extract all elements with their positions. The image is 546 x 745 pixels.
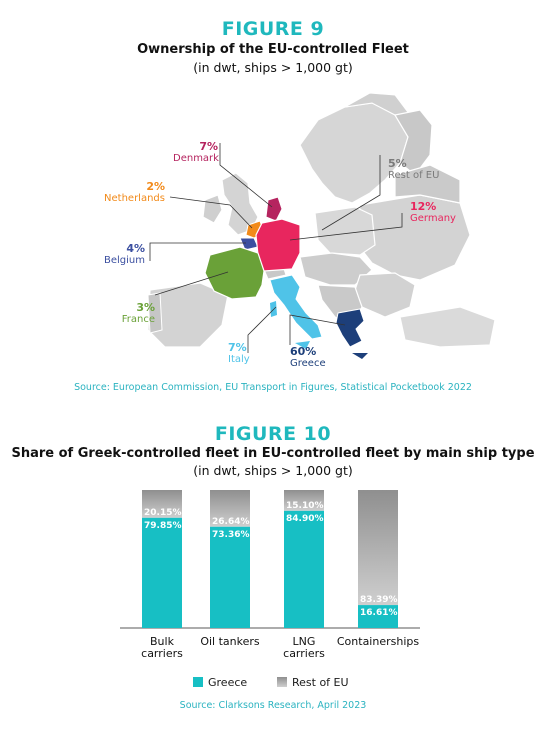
bar-greece-2 bbox=[284, 511, 324, 628]
greece-shape bbox=[336, 309, 364, 347]
figure9-title: Ownership of the EU-controlled Fleet bbox=[137, 42, 409, 57]
data-label-rest-1: 26.64% bbox=[212, 516, 250, 527]
category-label-2: LNG carriers bbox=[283, 635, 325, 660]
label-greece: 60% Greece bbox=[290, 345, 326, 369]
italy-shape bbox=[270, 275, 322, 339]
figure9-subtitle: (in dwt, ships > 1,000 gt) bbox=[193, 60, 353, 75]
legend-label-greece: Greece bbox=[208, 676, 248, 689]
label-belgium: 4% Belgium bbox=[104, 242, 145, 266]
category-label-0: Bulk carriers bbox=[141, 635, 183, 660]
scandinavia-shape bbox=[300, 103, 408, 203]
europe-map bbox=[0, 85, 546, 375]
bar-rest-3 bbox=[358, 490, 398, 605]
label-italy: 7% Italy bbox=[228, 341, 250, 365]
bar-greece-0 bbox=[142, 518, 182, 628]
denmark-shape bbox=[266, 197, 282, 221]
germany-shape bbox=[256, 219, 300, 271]
data-label-greece-1: 73.36% bbox=[212, 529, 250, 540]
label-france: 3% France bbox=[121, 301, 155, 325]
category-label-1: Oil tankers bbox=[200, 635, 260, 648]
legend-swatch-rest bbox=[277, 677, 287, 687]
legend-label-rest: Rest of EU bbox=[292, 676, 349, 689]
figure10-title: Share of Greek-controlled fleet in EU-controlled fleet by main ship type bbox=[11, 446, 535, 461]
data-label-greece-3: 16.61% bbox=[360, 608, 398, 619]
data-label-rest-3: 83.39% bbox=[360, 595, 398, 606]
bar-chart bbox=[0, 485, 546, 685]
figure10-source: Source: Clarksons Research, April 2023 bbox=[179, 700, 367, 711]
category-label-3: Containerships bbox=[336, 635, 420, 648]
figure9-source: Source: European Commission, EU Transport in Figures, Statistical Pocketbook 2022 bbox=[74, 382, 472, 393]
data-label-greece-0: 79.85% bbox=[144, 520, 182, 531]
label-germany: 12% Germany bbox=[410, 200, 456, 224]
legend-swatch-greece bbox=[193, 677, 203, 687]
figure10-subtitle: (in dwt, ships > 1,000 gt) bbox=[193, 463, 353, 478]
label-rest-of-eu: 5% Rest of EU bbox=[388, 157, 440, 181]
bar-greece-1 bbox=[210, 527, 250, 628]
label-denmark: 7% Denmark bbox=[173, 140, 219, 164]
figure9-label: FIGURE 9 bbox=[221, 18, 325, 40]
label-netherlands: 2% Netherlands bbox=[104, 180, 165, 204]
data-label-greece-2: 84.90% bbox=[286, 513, 324, 524]
data-label-rest-2: 15.10% bbox=[286, 500, 324, 511]
figure10-label: FIGURE 10 bbox=[214, 423, 332, 445]
france-shape bbox=[205, 247, 264, 299]
ireland-shape bbox=[203, 195, 222, 223]
data-label-rest-0: 20.15% bbox=[144, 507, 182, 518]
